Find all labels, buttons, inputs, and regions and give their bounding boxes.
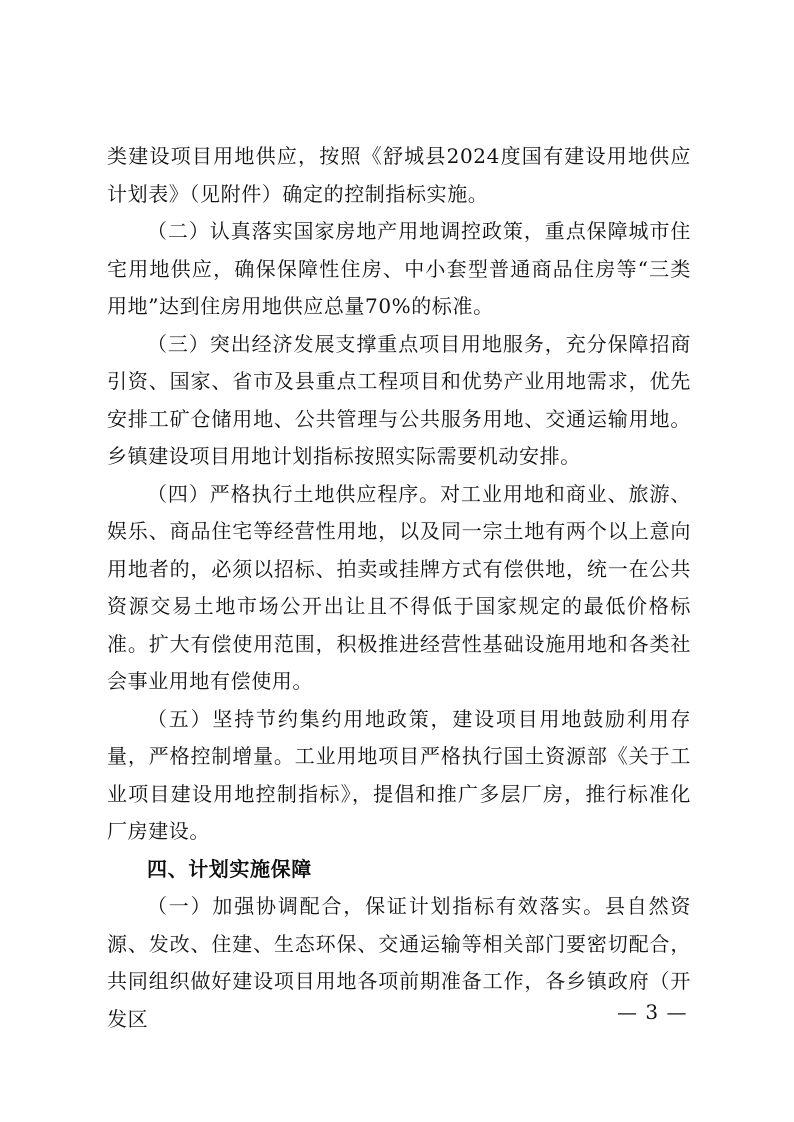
paragraph-item-4: （四）严格执行土地供应程序。对工业用地和商业、旅游、娱乐、商品住宅等经营性用地，以及同一宗土地有两个以上意向用地者的，必须以招标、拍卖或挂牌方式有偿供地，统一在公共资源交易土地市场公开出让且不得低于国家规定的最低价格标准。扩大有偿使用范围，积极推进经营性基础设施用地和各类社会事业用地有偿使用。: [107, 481, 691, 693]
page-number: — 3 —: [617, 1000, 688, 1024]
paragraph-item-5: （五）坚持节约集约用地政策，建设项目用地鼓励利用存量，严格控制增量。工业用地项目严格执行国土资源部《关于工业项目建设用地控制指标》，提倡和推广多层厂房，推行标准化厂房建设。: [107, 706, 691, 843]
paragraph-section-4-item-1: （一）加强协调配合，保证计划指标有效落实。县自然资源、发改、住建、生态环保、交通运输等相关部门要密切配合，共同组织做好建设项目用地各项前期准备工作，各乡镇政府（开发区: [107, 894, 691, 1031]
paragraph-item-2: （二）认真落实国家房地产用地调控政策，重点保障城市住宅用地供应，确保保障性住房、中小套型普通商品住房等“三类用地”达到住房用地供应总量70%的标准。: [107, 219, 691, 318]
document-body: [107, 138, 691, 1038]
paragraph-continuation: 类建设项目用地供应，按照《舒城县2024度国有建设用地供应计划表》（见附件）确定的控制指标实施。: [107, 144, 691, 206]
section-heading: 四、计划实施保障: [147, 856, 312, 881]
paragraph-item-3: （三）突出经济发展支撑重点项目用地服务，充分保障招商引资、国家、省市及县重点工程项目和优势产业用地需求，优先安排工矿仓储用地、公共管理与公共服务用地、交通运输用地。乡镇建设项目用地计划指标按照实际需要机动安排。: [107, 331, 691, 468]
